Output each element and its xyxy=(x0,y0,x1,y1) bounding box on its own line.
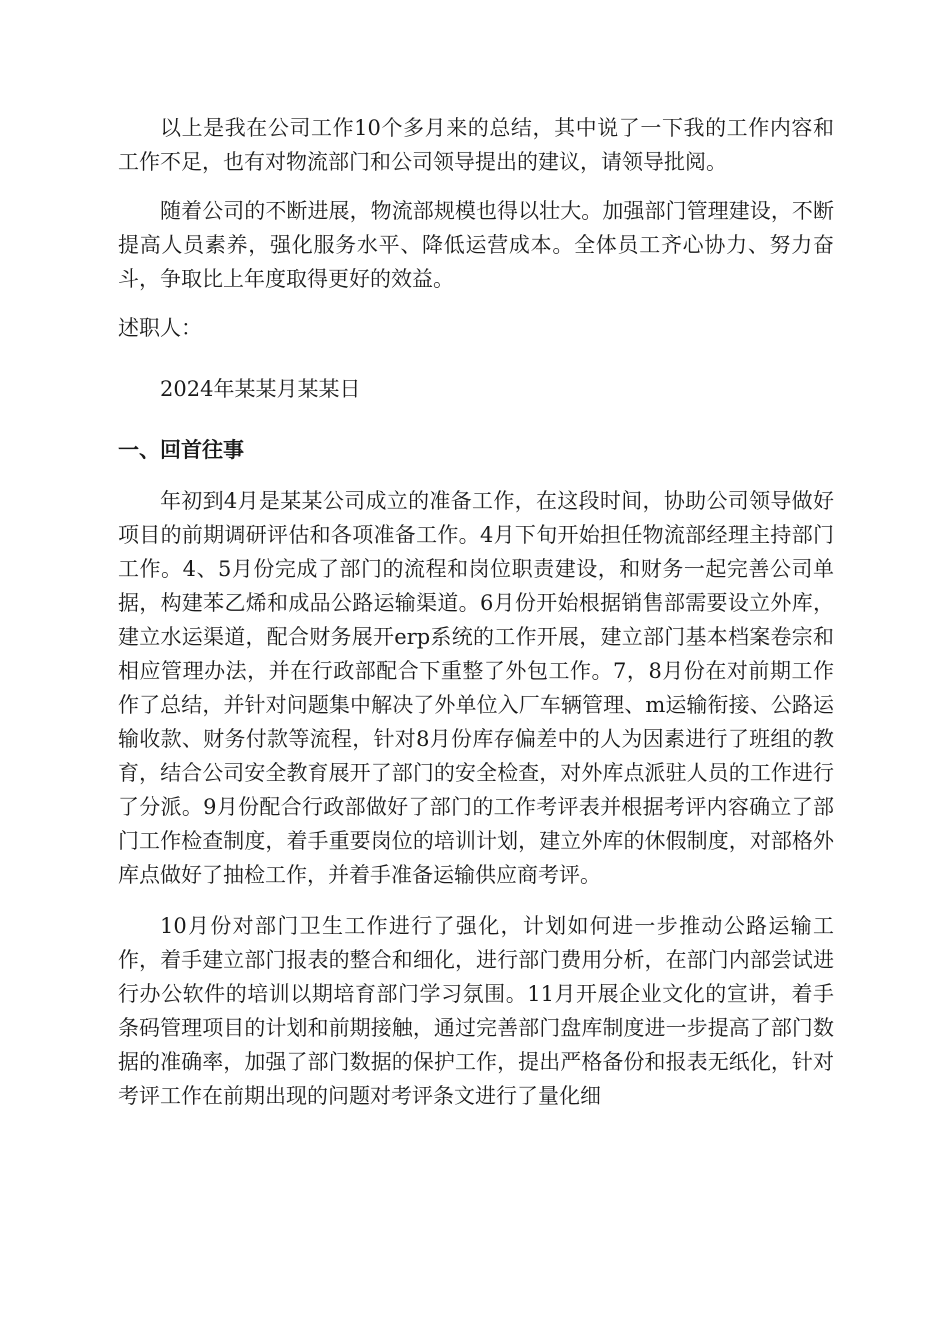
section-heading: 一、回首往事 xyxy=(118,438,244,462)
date-line: 2024年某某月某某日 xyxy=(160,377,361,401)
paragraph-summary: 以上是我在公司工作10个多月来的总结，其中说了一下我的工作内容和工作不足，也有对物流部门和公司领导提出的建议，请领导批阅。 xyxy=(118,116,834,174)
paragraph-review-early: 年初到4月是某某公司成立的准备工作，在这段时间，协助公司领导做好项目的前期调研评估和各项准备工作。4月下旬开始担任物流部经理主持部门工作。4、5月份完成了部门的流程和岗位职责建设，和财务一起完善公司单据，构建苯乙烯和成品公路运输渠道。6月份开始根据销售部需要设立外库，建立水运渠道，配合财务展开erp系统的工作开展，建立部门基本档案卷宗和相应管理办法，并在行政部配合下重整了外包工作。7，8月份在对前期工作作了总结，并针对问题集中解决了外单位入厂车辆管理、m运输衔接、公路运输收款、财务付款等流程，针对8月份库存偏差中的人为因素进行了班组的教育，结合公司安全教育展开了部门的安全检查，对外库点派驻人员的工作进行了分派。9月份配合行政部做好了部门的工作考评表并根据考评内容确立了部门工作检查制度，着手重要岗位的培训计划，建立外库的休假制度，对部格外库点做好了抽检工作，并着手准备运输供应商考评。 xyxy=(118,489,834,887)
signature-line: 述职人： xyxy=(118,316,202,340)
paragraph-outlook: 随着公司的不断进展，物流部规模也得以壮大。加强部门管理建设，不断提高人员素养，强化服务水平、降低运营成本。全体员工齐心协力、努力奋斗，争取比上年度取得更好的效益。 xyxy=(118,199,834,291)
document-body xyxy=(118,111,834,1128)
paragraph-review-late: 10月份对部门卫生工作进行了强化，计划如何进一步推动公路运输工作，着手建立部门报表的整合和细化，进行部门费用分析，在部门内部尝试进行办公软件的培训以期培育部门学习氛围。11月开展企业文化的宣讲，着手条码管理项目的计划和前期接触，通过完善部门盘库制度进一步提高了部门数据的准确率，加强了部门数据的保护工作，提出严格备份和报表无纸化，针对考评工作在前期出现的问题对考评条文进行了量化细 xyxy=(118,914,834,1108)
